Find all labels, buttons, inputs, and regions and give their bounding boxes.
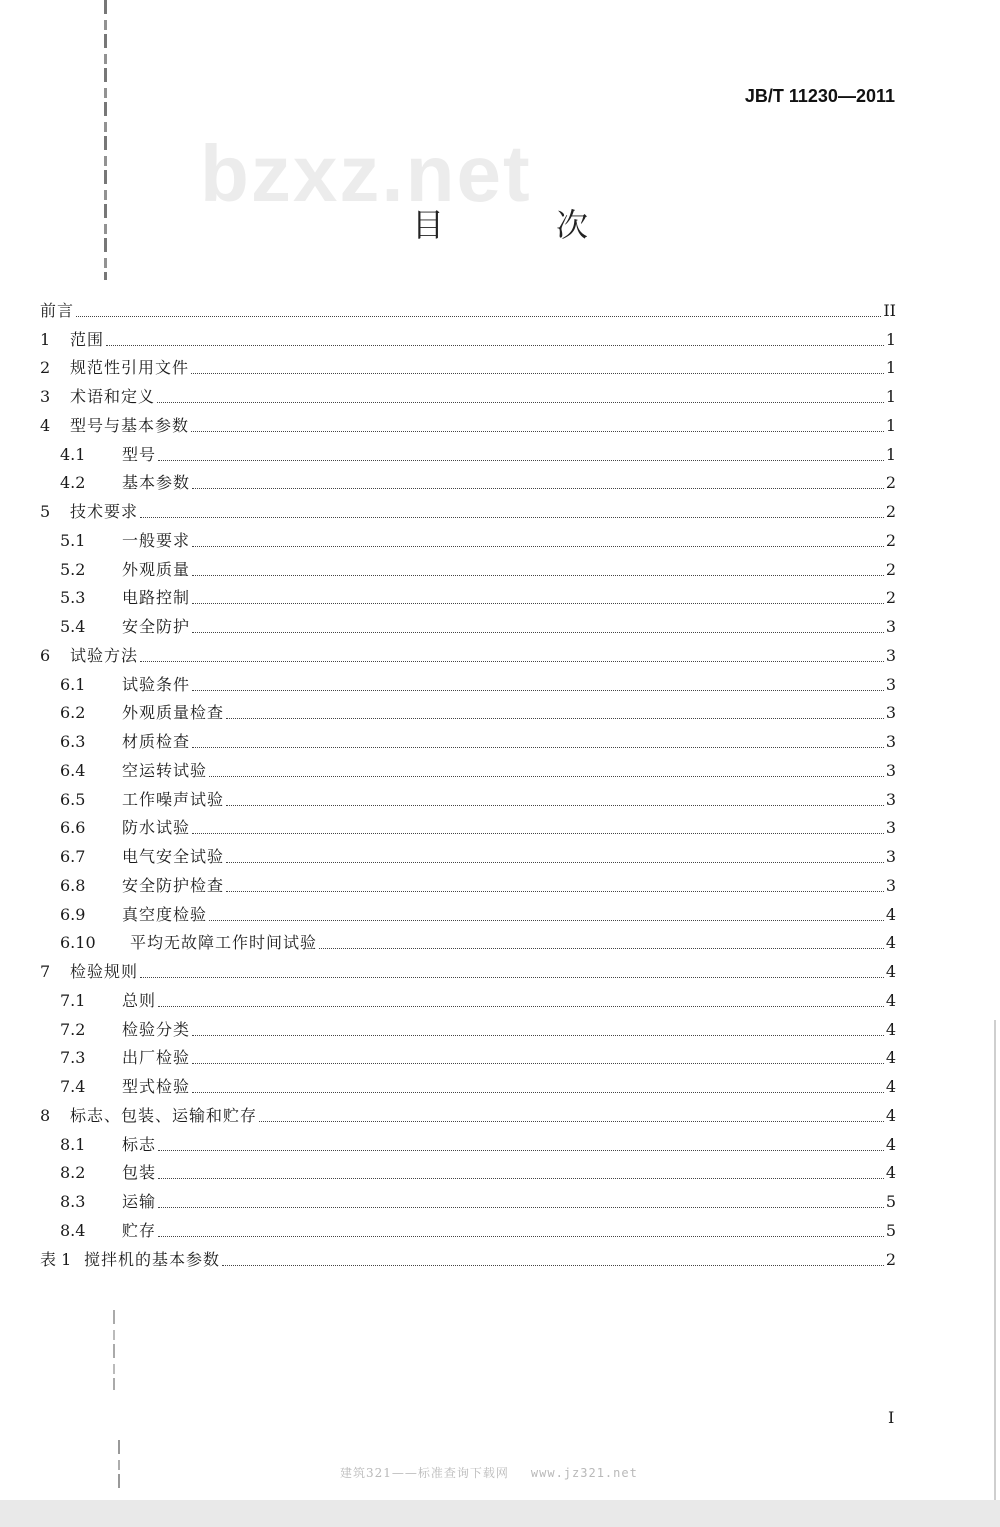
toc-entry-label: 试验方法 — [70, 645, 139, 665]
page-number: I — [888, 1408, 895, 1427]
toc-entry-number: 4.1 — [60, 444, 86, 464]
toc-entry — [40, 1040, 896, 1069]
toc-dot-leader — [192, 689, 884, 691]
toc-entry — [40, 1126, 896, 1155]
toc-dot-leader — [157, 401, 884, 403]
toc-entry — [40, 580, 896, 609]
toc-dot-leader — [192, 1034, 884, 1036]
toc-entry-page: 1 — [885, 329, 896, 349]
toc-entry-label: 型号 — [122, 444, 157, 464]
toc-dot-leader — [191, 372, 884, 374]
toc-entry-number: 2 — [40, 358, 51, 378]
toc-entry-label: 空运转试验 — [122, 760, 208, 780]
toc-entry-label: 规范性引用文件 — [70, 358, 190, 378]
toc-entry-page: 1 — [885, 415, 896, 435]
toc-entry-number: 6.4 — [60, 760, 86, 780]
toc-entry-number: 5.1 — [60, 530, 86, 550]
toc-entry-page: 4 — [885, 1134, 896, 1154]
toc-entry — [40, 637, 896, 666]
toc-entry-page: 2 — [885, 530, 896, 550]
toc-entry — [40, 781, 896, 810]
toc-entry-label: 包装 — [122, 1163, 157, 1183]
toc-entry-page: 3 — [885, 674, 896, 694]
scan-binding-marks — [104, 0, 107, 280]
toc-entry-page: 3 — [885, 789, 896, 809]
toc-entry-number: 6.3 — [60, 732, 86, 751]
toc-entry — [40, 838, 896, 867]
toc-dot-leader — [209, 919, 884, 921]
toc-entry-label: 外观质量检查 — [122, 703, 225, 723]
toc-entry-number: 6.5 — [60, 789, 86, 809]
toc-entry-page: 2 — [885, 473, 896, 493]
toc-entry-number: 4.2 — [60, 473, 86, 493]
toc-entry-label: 出厂检验 — [122, 1048, 191, 1068]
toc-entry-label: 平均无故障工作时间试验 — [130, 933, 318, 953]
toc-entry-page: 3 — [885, 617, 896, 636]
toc-entry — [40, 608, 896, 637]
toc-entry-page: 4 — [885, 962, 896, 981]
toc-dot-leader — [158, 1235, 884, 1237]
toc-entry-label: 基本参数 — [122, 473, 191, 493]
toc-entry-page: 3 — [885, 847, 896, 866]
toc-dot-leader — [192, 746, 884, 748]
toc-entry-label: 总则 — [122, 990, 157, 1010]
toc-entry-label: 电路控制 — [122, 588, 191, 608]
toc-entry-page: 4 — [885, 1019, 896, 1039]
toc-dot-leader — [319, 947, 884, 949]
toc-entry — [40, 723, 896, 752]
toc-entry-number: 7.4 — [60, 1077, 86, 1096]
toc-entry-page: II — [883, 300, 896, 320]
toc-entry-label: 安全防护检查 — [122, 875, 225, 895]
toc-dot-leader — [226, 861, 884, 863]
toc-entry-label: 一般要求 — [122, 530, 191, 550]
toc-dot-leader — [140, 516, 884, 518]
toc-entry-number: 6.1 — [60, 674, 86, 694]
toc-entry — [40, 1097, 896, 1126]
toc-entry — [40, 407, 896, 436]
toc-entry — [40, 436, 896, 465]
toc-dot-leader — [158, 1177, 884, 1179]
toc-entry-page: 3 — [885, 875, 896, 895]
toc-dot-leader — [158, 1149, 884, 1151]
toc-entry-label: 贮存 — [122, 1220, 157, 1240]
scan-right-edge — [994, 1020, 996, 1500]
toc-entry-number: 7 — [40, 962, 51, 981]
toc-entry — [40, 810, 896, 839]
toc-entry — [40, 292, 896, 321]
site-footer — [340, 1464, 638, 1481]
toc-entry — [40, 1011, 896, 1040]
scan-bottom-strip — [0, 1500, 1000, 1527]
toc-entry-label: 真空度检验 — [122, 904, 208, 924]
toc-entry-page: 1 — [885, 387, 896, 406]
toc-entry — [40, 493, 896, 522]
toc-entry-number: 表 1 — [40, 1249, 72, 1269]
toc-entry-page: 3 — [885, 732, 896, 751]
toc-entry — [40, 896, 896, 925]
toc-entry-page: 5 — [885, 1192, 896, 1211]
toc-entry-number: 6.10 — [60, 933, 96, 953]
toc-entry — [40, 953, 896, 982]
toc-entry — [40, 378, 896, 407]
toc-entry-label: 型式检验 — [122, 1077, 191, 1096]
toc-entry-number: 6.6 — [60, 818, 86, 838]
toc-entry — [40, 350, 896, 379]
toc-dot-leader — [192, 545, 884, 547]
toc-entry-number: 7.2 — [60, 1019, 86, 1039]
toc-entry — [40, 1241, 896, 1270]
toc-entry-number: 5.4 — [60, 617, 86, 636]
standard-code: JB/T 11230—2011 — [744, 86, 895, 106]
toc-dot-leader — [226, 717, 884, 719]
toc-entry-page: 4 — [885, 1105, 896, 1125]
toc-entry-label: 型号与基本参数 — [70, 415, 190, 435]
toc-entry-number: 8.2 — [60, 1163, 86, 1183]
toc-entry-page: 4 — [885, 1163, 896, 1183]
toc-entry-number: 3 — [40, 387, 51, 406]
toc-entry-page: 3 — [885, 645, 896, 665]
toc-dot-leader — [192, 631, 884, 633]
toc-dot-leader — [226, 804, 884, 806]
page-title: 目 次 — [412, 206, 629, 244]
toc-entry-label: 搅拌机的基本参数 — [84, 1249, 221, 1269]
toc-dot-leader — [192, 832, 884, 834]
toc-entry-number: 8.1 — [60, 1134, 86, 1154]
toc-entry-number: 8.3 — [60, 1192, 86, 1211]
toc-entry-label: 外观质量 — [122, 559, 191, 579]
toc-entry — [40, 867, 896, 896]
toc-entry-number: 8 — [40, 1105, 51, 1125]
toc-dot-leader — [192, 1062, 884, 1064]
toc-dot-leader — [192, 1091, 884, 1093]
site-url: www.jz321.net — [530, 1466, 638, 1480]
toc-entry — [40, 925, 896, 954]
toc-entry-number: 6 — [40, 645, 51, 665]
scan-binding-marks-bottom — [118, 1440, 120, 1490]
toc-entry-number: 6.7 — [60, 847, 86, 866]
toc-entry-label: 检验分类 — [122, 1019, 191, 1039]
toc-entry-number: 7.3 — [60, 1048, 86, 1068]
toc-entry — [40, 522, 896, 551]
toc-entry-page: 2 — [885, 588, 896, 608]
toc-entry-page: 2 — [885, 559, 896, 579]
toc-entry-label: 工作噪声试验 — [122, 789, 225, 809]
toc-entry-label: 技术要求 — [70, 502, 139, 521]
toc-entry — [40, 551, 896, 580]
toc-entry-page: 2 — [885, 502, 896, 521]
site-name: 建筑321——标准查询下载网 — [340, 1466, 509, 1480]
toc-entry — [40, 666, 896, 695]
toc-entry-page: 3 — [885, 818, 896, 838]
toc-entry — [40, 695, 896, 724]
toc-entry-number: 8.4 — [60, 1220, 86, 1240]
toc-dot-leader — [259, 1120, 884, 1122]
toc-entry — [40, 982, 896, 1011]
toc-dot-leader — [140, 660, 884, 662]
table-of-contents — [40, 292, 896, 1270]
toc-dot-leader — [222, 1264, 884, 1266]
toc-entry-label: 防水试验 — [122, 818, 191, 838]
toc-entry-page: 1 — [885, 444, 896, 464]
toc-entry-page: 3 — [885, 760, 896, 780]
toc-dot-leader — [158, 1005, 884, 1007]
toc-dot-leader — [226, 890, 884, 892]
toc-entry-label: 运输 — [122, 1192, 157, 1211]
toc-entry-number: 5 — [40, 502, 51, 521]
toc-entry-number: 6.2 — [60, 703, 86, 723]
toc-dot-leader — [192, 487, 884, 489]
toc-entry-page: 4 — [885, 1048, 896, 1068]
toc-entry-number: 6.9 — [60, 904, 86, 924]
toc-entry-label: 电气安全试验 — [122, 847, 225, 866]
toc-entry — [40, 465, 896, 494]
toc-entry-number: 6.8 — [60, 875, 86, 895]
toc-entry — [40, 1155, 896, 1184]
toc-entry — [40, 1212, 896, 1241]
toc-dot-leader — [192, 602, 884, 604]
toc-entry — [40, 1068, 896, 1097]
toc-entry — [40, 1183, 896, 1212]
toc-entry-number: 5.3 — [60, 588, 86, 608]
toc-entry-number: 1 — [40, 329, 51, 349]
watermark: bzxz.net — [200, 129, 532, 218]
toc-entry-page: 4 — [885, 1077, 896, 1096]
toc-dot-leader — [191, 430, 884, 432]
toc-entry-page: 4 — [885, 990, 896, 1010]
toc-entry-number: 5.2 — [60, 559, 86, 579]
toc-entry-label: 材质检查 — [122, 732, 191, 751]
toc-entry-label: 标志 — [122, 1134, 157, 1154]
toc-entry-page: 3 — [885, 703, 896, 723]
toc-entry-label: 标志、包装、运输和贮存 — [70, 1105, 258, 1125]
toc-dot-leader — [106, 344, 884, 346]
toc-entry-label: 安全防护 — [122, 617, 191, 636]
toc-entry-page: 5 — [885, 1220, 896, 1240]
toc-entry — [40, 321, 896, 350]
toc-entry-label: 术语和定义 — [70, 387, 156, 406]
toc-entry-page: 2 — [885, 1249, 896, 1269]
toc-dot-leader — [192, 574, 884, 576]
toc-entry — [40, 752, 896, 781]
toc-dot-leader — [76, 315, 881, 317]
toc-entry-label: 范围 — [70, 329, 105, 349]
toc-dot-leader — [140, 976, 884, 978]
toc-dot-leader — [209, 775, 884, 777]
scan-binding-marks-lower — [113, 1310, 115, 1390]
toc-entry-page: 1 — [885, 358, 896, 378]
toc-entry-number: 7.1 — [60, 990, 86, 1010]
toc-entry-number: 4 — [40, 415, 51, 435]
toc-dot-leader — [158, 459, 884, 461]
toc-entry-page: 4 — [885, 933, 896, 953]
toc-entry-label: 检验规则 — [70, 962, 139, 981]
toc-entry-page: 4 — [885, 904, 896, 924]
toc-entry-label: 试验条件 — [122, 674, 191, 694]
toc-entry-label: 前言 — [40, 300, 75, 320]
toc-dot-leader — [158, 1206, 884, 1208]
